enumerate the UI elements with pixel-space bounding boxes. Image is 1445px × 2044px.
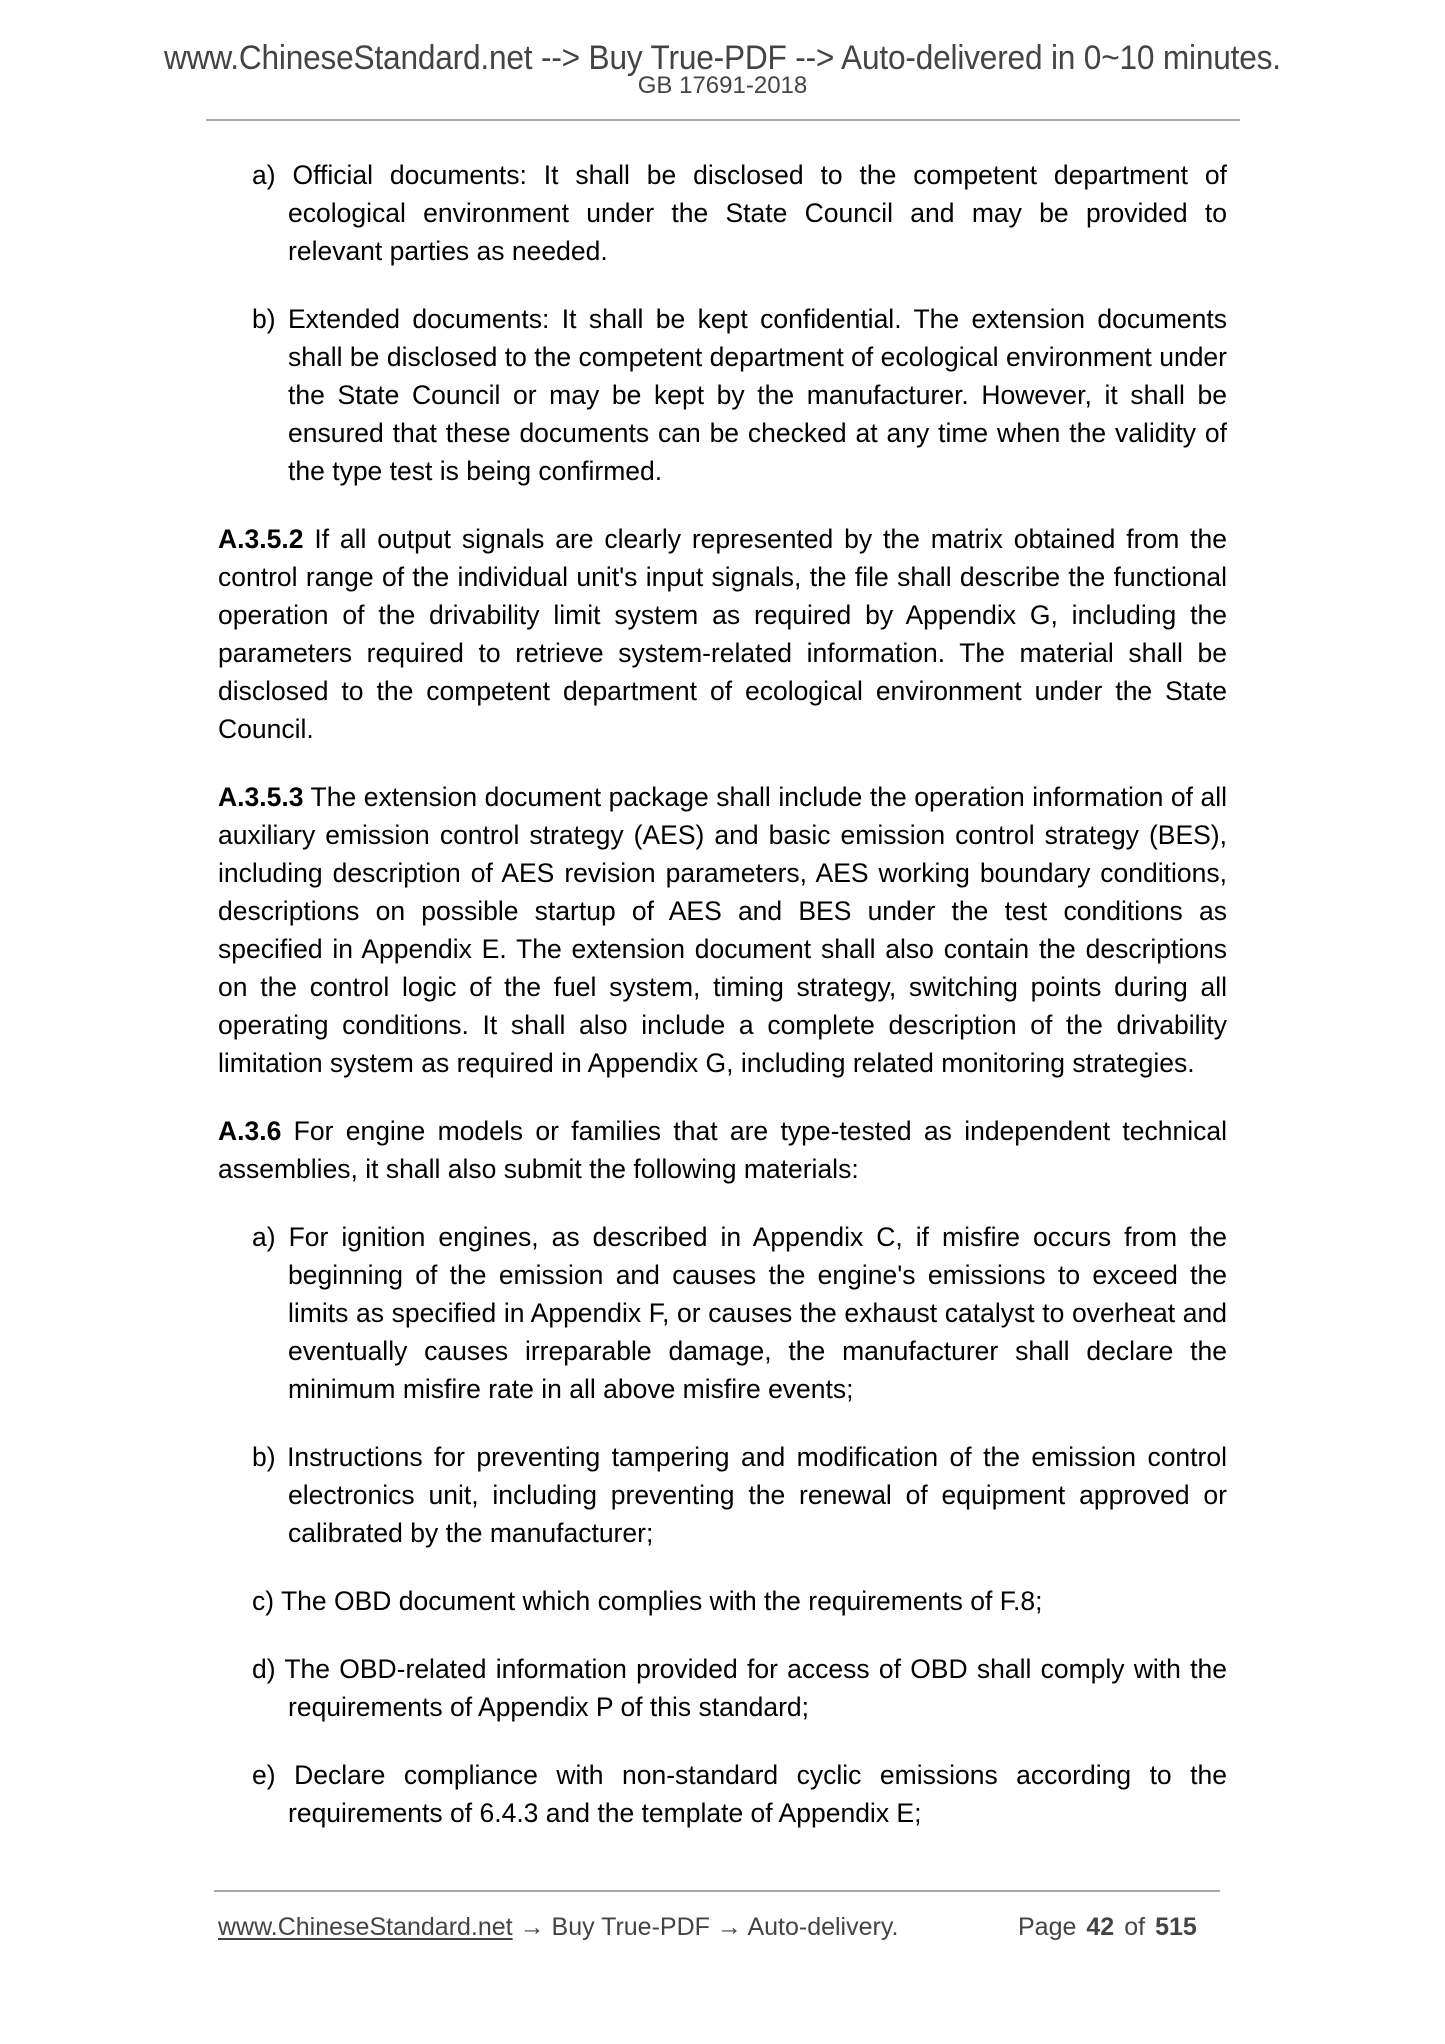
list-marker: a) <box>252 1222 276 1252</box>
list-item <box>218 1756 1227 1832</box>
list-item-text: The OBD-related information provided for access of OBD shall comply with the requirements of Appendix P of this standard; <box>284 1654 1227 1722</box>
list-item-text: Declare compliance with non-standard cyclic emissions according to the requirements of 6.4.3 and the template of Appendix E; <box>288 1760 1227 1828</box>
clause-number: A.3.6 <box>218 1116 282 1146</box>
clause-text: The extension document package shall include the operation information of all auxiliary emission control strategy (AES) and basic emission control strategy (BES), including description of AES revision parameters, AES working boundary conditions, descriptions on possible startup of AES and BES under the test conditions as specified in Appendix E. The extension document shall also contain the descriptions on the control logic of the fuel system, timing strategy, switching points during all operating conditions. It shall also include a complete description of the drivability limitation system as required in Appendix G, including related monitoring strategies. <box>218 782 1227 1078</box>
list-item <box>218 1582 1227 1620</box>
document-body <box>218 156 1227 1832</box>
clause-paragraph <box>218 520 1227 748</box>
list-item-text: Official documents: It shall be disclosed to the competent department of ecological environment under the State Council and may be provided to relevant parties as needed. <box>288 160 1227 266</box>
list-item <box>218 1438 1227 1552</box>
arrow-right-icon: → <box>716 1913 742 1941</box>
header-divider <box>206 119 1240 121</box>
clause-text: If all output signals are clearly represented by the matrix obtained from the control range of the individual unit's input signals, the file shall describe the functional operation of the drivability limit system as required by Appendix G, including the parameters required to retrieve system-related information. The material shall be disclosed to the competent department of ecological environment under the State Council. <box>218 524 1227 744</box>
list-item-text: For ignition engines, as described in Appendix C, if misfire occurs from the beginning of the emission and causes the engine's emissions to exceed the limits as specified in Appendix F, or causes the exhaust catalyst to overheat and eventually causes irreparable damage, the manufacturer shall declare the minimum misfire rate in all above misfire events; <box>288 1222 1227 1404</box>
list-item <box>218 1218 1227 1408</box>
total-pages: 515 <box>1155 1913 1197 1941</box>
page-number <box>1018 1912 1197 1942</box>
list-marker: b) <box>252 1442 276 1472</box>
list-marker: a) <box>252 160 276 190</box>
footer-divider <box>214 1890 1220 1892</box>
list-marker: d) <box>252 1654 276 1684</box>
list-item-text: Instructions for preventing tampering and modification of the emission control electronics unit, including preventing the renewal of equipment approved or calibrated by the manufacturer; <box>287 1442 1227 1548</box>
page-of-label: of <box>1124 1913 1146 1941</box>
standard-code: GB 17691-2018 <box>637 72 808 99</box>
list-item-text: Extended documents: It shall be kept confidential. The extension documents shall be disclosed to the competent department of ecological environment under the State Council or may be kept by the manufacturer. However, it shall be ensured that these documents can be checked at any time when the validity of the type test is being confirmed. <box>287 304 1227 486</box>
clause-text: For engine models or families that are type-tested as independent technical assemblies, it shall also submit the following materials: <box>218 1116 1227 1184</box>
list-item <box>218 300 1227 490</box>
clause-number: A.3.5.2 <box>218 524 304 554</box>
site-link[interactable]: www.ChineseStandard.net <box>218 1913 513 1941</box>
page-label: Page <box>1018 1913 1077 1941</box>
current-page: 42 <box>1086 1913 1115 1941</box>
buy-text: Buy True-PDF <box>551 1913 710 1941</box>
arrow-right-icon: → <box>519 1913 545 1941</box>
list-item-text: The OBD document which complies with the requirements of F.8; <box>280 1586 1043 1616</box>
list-marker: e) <box>252 1760 276 1790</box>
footer-promo <box>218 1912 898 1942</box>
list-marker: b) <box>252 304 276 334</box>
clause-paragraph <box>218 778 1227 1082</box>
list-item <box>218 156 1227 270</box>
clause-number: A.3.5.3 <box>218 782 304 812</box>
delivery-text: Auto-delivery. <box>747 1913 899 1941</box>
list-marker: c) <box>252 1586 275 1616</box>
list-item <box>218 1650 1227 1726</box>
header-banner: www.ChineseStandard.net --> Buy True-PDF --> Auto-delivered in 0~10 minutes. <box>164 39 1281 77</box>
clause-paragraph <box>218 1112 1227 1188</box>
